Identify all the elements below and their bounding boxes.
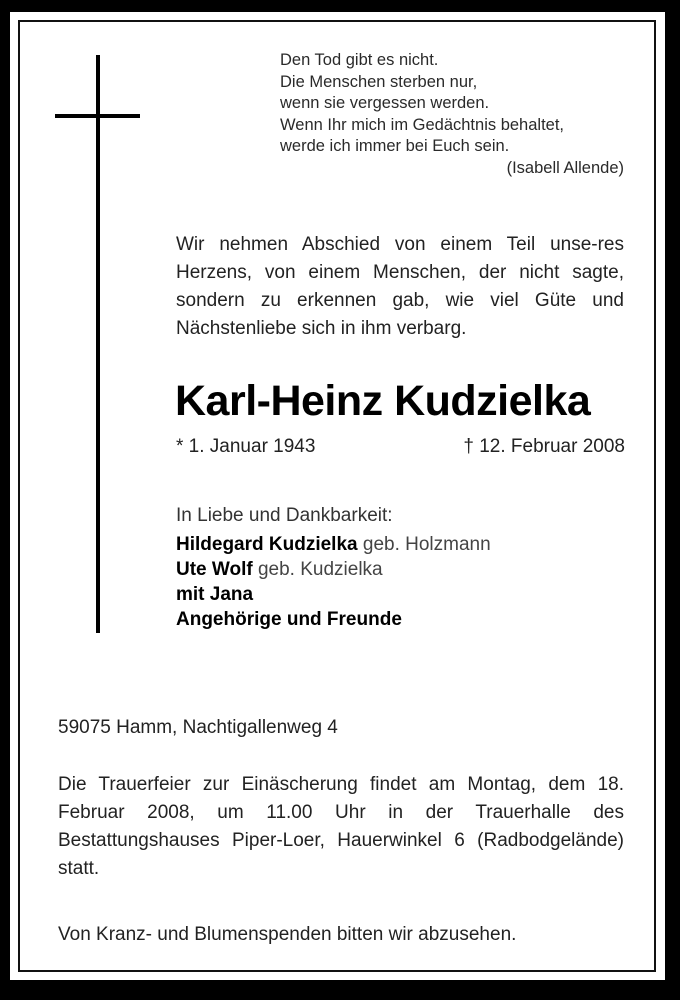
mourner-entry <box>176 582 596 607</box>
poem-line: wenn sie vergessen werden. <box>280 94 490 112</box>
mourner-name: Angehörige und Freunde <box>176 609 402 630</box>
mourners-heading: In Liebe und Dankbarkeit: <box>176 505 393 526</box>
poem-line: Die Menschen sterben nur, <box>280 72 478 91</box>
poem-line: Den Tod gibt es nicht. <box>280 51 439 69</box>
cross-vertical-bar <box>96 55 100 633</box>
mourner-name: mit Jana <box>176 584 254 605</box>
death-date: † 12. Februar 2008 <box>463 436 625 457</box>
mourner-name: Ute Wolf <box>176 559 253 580</box>
life-dates <box>176 436 625 458</box>
birth-date: * 1. Januar 1943 <box>176 436 316 457</box>
family-address: 59075 Hamm, Nachtigallenweg 4 <box>58 717 338 738</box>
mourners-list <box>176 503 596 632</box>
mourner-suffix: geb. Holzmann <box>357 534 491 555</box>
deceased-name: Karl-Heinz Kudzielka <box>175 377 591 425</box>
closing-note: Von Kranz- und Blumenspenden bitten wir abzusehen. <box>58 924 517 945</box>
poem-line: werde ich immer bei Euch sein. <box>280 137 510 155</box>
mourner-name: Hildegard Kudzielka <box>176 534 358 555</box>
mourner-entry <box>176 607 596 632</box>
cross-horizontal-bar <box>55 114 140 118</box>
ceremony-details: Die Trauerfeier zur Einäscherung findet am Montag, dem 18. Februar 2008, um 11.00 Uhr in der Trauerhalle des Bestattungshauses Piper-Loer, Hauerwinkel 6 (Radbodgelände) statt. <box>58 774 624 879</box>
poem-attribution: (Isabell Allende) <box>506 158 624 177</box>
intro-paragraph: Wir nehmen Abschied von einem Teil unse-res Herzens, von einem Menschen, der nicht sagte, sondern zu erkennen gab, wie viel Güte und Nächstenliebe sich in ihm verbarg. <box>176 234 624 339</box>
mourner-entry <box>176 532 596 557</box>
poem-quote <box>280 50 624 179</box>
mourner-suffix: geb. Kudzielka <box>252 559 383 580</box>
poem-line: Wenn Ihr mich im Gedächtnis behaltet, <box>280 115 564 134</box>
mourner-entry <box>176 557 596 582</box>
